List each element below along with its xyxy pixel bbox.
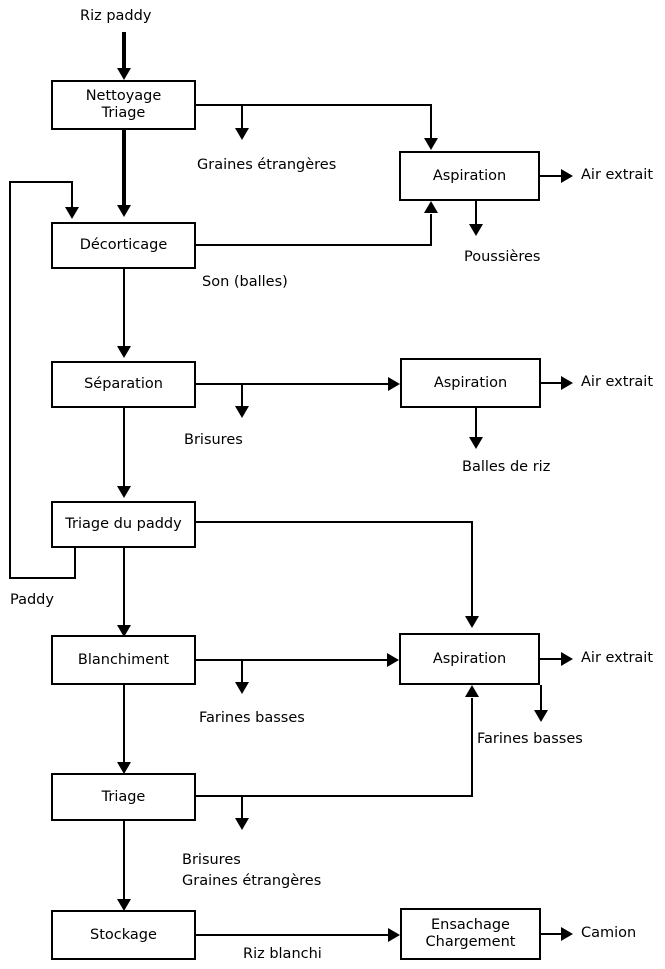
arrow-triagepaddy-to-aspiration3 <box>465 616 479 628</box>
label-son-balles: Son (balles) <box>202 274 288 290</box>
arrow-paddy-to-decorticage <box>65 207 79 219</box>
line-triagepaddy-aspiration3-down <box>471 521 473 621</box>
label-farines-basses-1: Farines basses <box>199 710 305 726</box>
arrow-brisures-2 <box>235 818 249 830</box>
line-paddy-top <box>9 181 73 183</box>
box-triage-label: Triage <box>101 788 146 805</box>
box-blanchiment[interactable] <box>51 635 196 685</box>
label-graines-etrangeres-1: Graines étrangères <box>197 157 337 173</box>
arrow-air-extrait-3 <box>561 652 573 666</box>
box-aspiration2-label: Aspiration <box>433 374 508 391</box>
arrow-air-extrait-2 <box>561 376 573 390</box>
box-blanchiment-label: Blanchiment <box>77 651 170 668</box>
box-stockage-label: Stockage <box>90 926 157 943</box>
line-nettoyage-to-aspiration1 <box>241 104 432 106</box>
line-triage-aspiration3-up <box>471 698 473 796</box>
line-blanchiment-branch <box>196 659 242 661</box>
line-paddy-left <box>9 577 76 579</box>
line-triage-to-aspiration3 <box>241 795 473 797</box>
arrow-decorticage-to-separation <box>117 346 131 358</box>
label-balles-de-riz: Balles de riz <box>462 459 551 475</box>
arrow-farines-basses-1 <box>235 682 249 694</box>
box-triage[interactable] <box>51 773 196 821</box>
arrow-farines-basses-2 <box>534 710 548 722</box>
box-triage-du-paddy[interactable] <box>51 501 196 548</box>
line-paddy-down <box>74 548 76 579</box>
box-aspiration-1[interactable] <box>399 151 540 201</box>
label-riz-blanchi: Riz blanchi <box>243 946 322 962</box>
label-graines-etrangeres-2: Graines étrangères <box>182 873 322 889</box>
box-nettoyage-line2: Triage <box>101 105 146 121</box>
arrow-graines-etrangeres-1 <box>235 128 249 140</box>
line-triage-branch <box>196 795 242 797</box>
box-separation-label: Séparation <box>84 376 163 393</box>
line-separation-to-aspiration2 <box>241 383 393 385</box>
label-air-extrait-3: Air extrait <box>581 650 654 666</box>
line-blanchiment-to-triage <box>123 685 125 767</box>
arrow-separation-to-triage-paddy <box>117 486 131 498</box>
label-poussieres: Poussières <box>464 249 541 265</box>
box-nettoyage-line1: Nettoyage <box>85 88 162 105</box>
line-separation-to-triage-paddy <box>123 408 125 490</box>
box-triage-paddy-label: Triage du paddy <box>65 516 182 533</box>
arrow-blanchiment-to-aspiration3 <box>387 653 399 667</box>
label-air-extrait-1: Air extrait <box>581 167 654 183</box>
line-stockage-to-ensachage <box>196 934 393 936</box>
box-ensachage-chargement[interactable] <box>400 908 541 960</box>
line-decorticage-to-separation <box>123 269 125 350</box>
line-nettoyage-to-decorticage <box>122 130 126 210</box>
arrow-camion <box>561 927 573 941</box>
line-triage-to-stockage <box>123 821 125 904</box>
arrow-stockage-to-ensachage <box>388 928 400 942</box>
box-ensachage-line1: Ensachage <box>431 917 510 934</box>
line-decorticage-aspiration1-up <box>430 214 432 245</box>
arrow-nettoyage-to-decorticage <box>117 205 131 217</box>
label-camion: Camion <box>581 925 637 941</box>
arrow-nettoyage-to-aspiration1 <box>424 138 438 150</box>
line-decorticage-to-aspiration1 <box>196 244 432 246</box>
box-aspiration3-label: Aspiration <box>432 650 507 667</box>
arrow-input-to-nettoyage <box>117 68 131 80</box>
line-paddy-up <box>9 181 11 579</box>
arrow-air-extrait-1 <box>561 169 573 183</box>
label-brisures-1: Brisures <box>184 432 243 448</box>
input-label: Riz paddy <box>80 8 152 24</box>
label-farines-basses-2: Farines basses <box>477 731 583 747</box>
label-paddy: Paddy <box>10 592 54 608</box>
box-ensachage-line2: Chargement <box>425 934 516 950</box>
line-blanchiment-to-aspiration3 <box>241 659 393 661</box>
line-nettoyage-aspiration1-down <box>430 104 432 142</box>
box-aspiration-2[interactable] <box>400 358 541 408</box>
box-stockage[interactable] <box>51 910 196 960</box>
box-aspiration1-label: Aspiration <box>432 167 507 184</box>
arrow-brisures-1 <box>235 406 249 418</box>
arrow-balles-de-riz <box>469 437 483 449</box>
arrow-separation-to-aspiration2 <box>388 377 400 391</box>
box-separation[interactable] <box>51 361 196 408</box>
line-nettoyage-to-graines <box>196 104 243 106</box>
box-decorticage-label: Décorticage <box>79 237 168 254</box>
label-air-extrait-2: Air extrait <box>581 374 654 390</box>
line-separation-branch <box>196 383 242 385</box>
line-triagepaddy-to-aspiration3 <box>196 521 473 523</box>
line-triagepaddy-to-blanchiment <box>123 548 125 630</box>
arrow-poussieres <box>469 224 483 236</box>
arrow-triage-to-aspiration3 <box>465 685 479 697</box>
label-brisures-2: Brisures <box>182 852 241 868</box>
box-aspiration-3[interactable] <box>399 633 540 685</box>
box-nettoyage-triage[interactable] <box>51 80 196 130</box>
arrow-decorticage-to-aspiration1 <box>424 201 438 213</box>
box-decorticage[interactable] <box>51 222 196 269</box>
